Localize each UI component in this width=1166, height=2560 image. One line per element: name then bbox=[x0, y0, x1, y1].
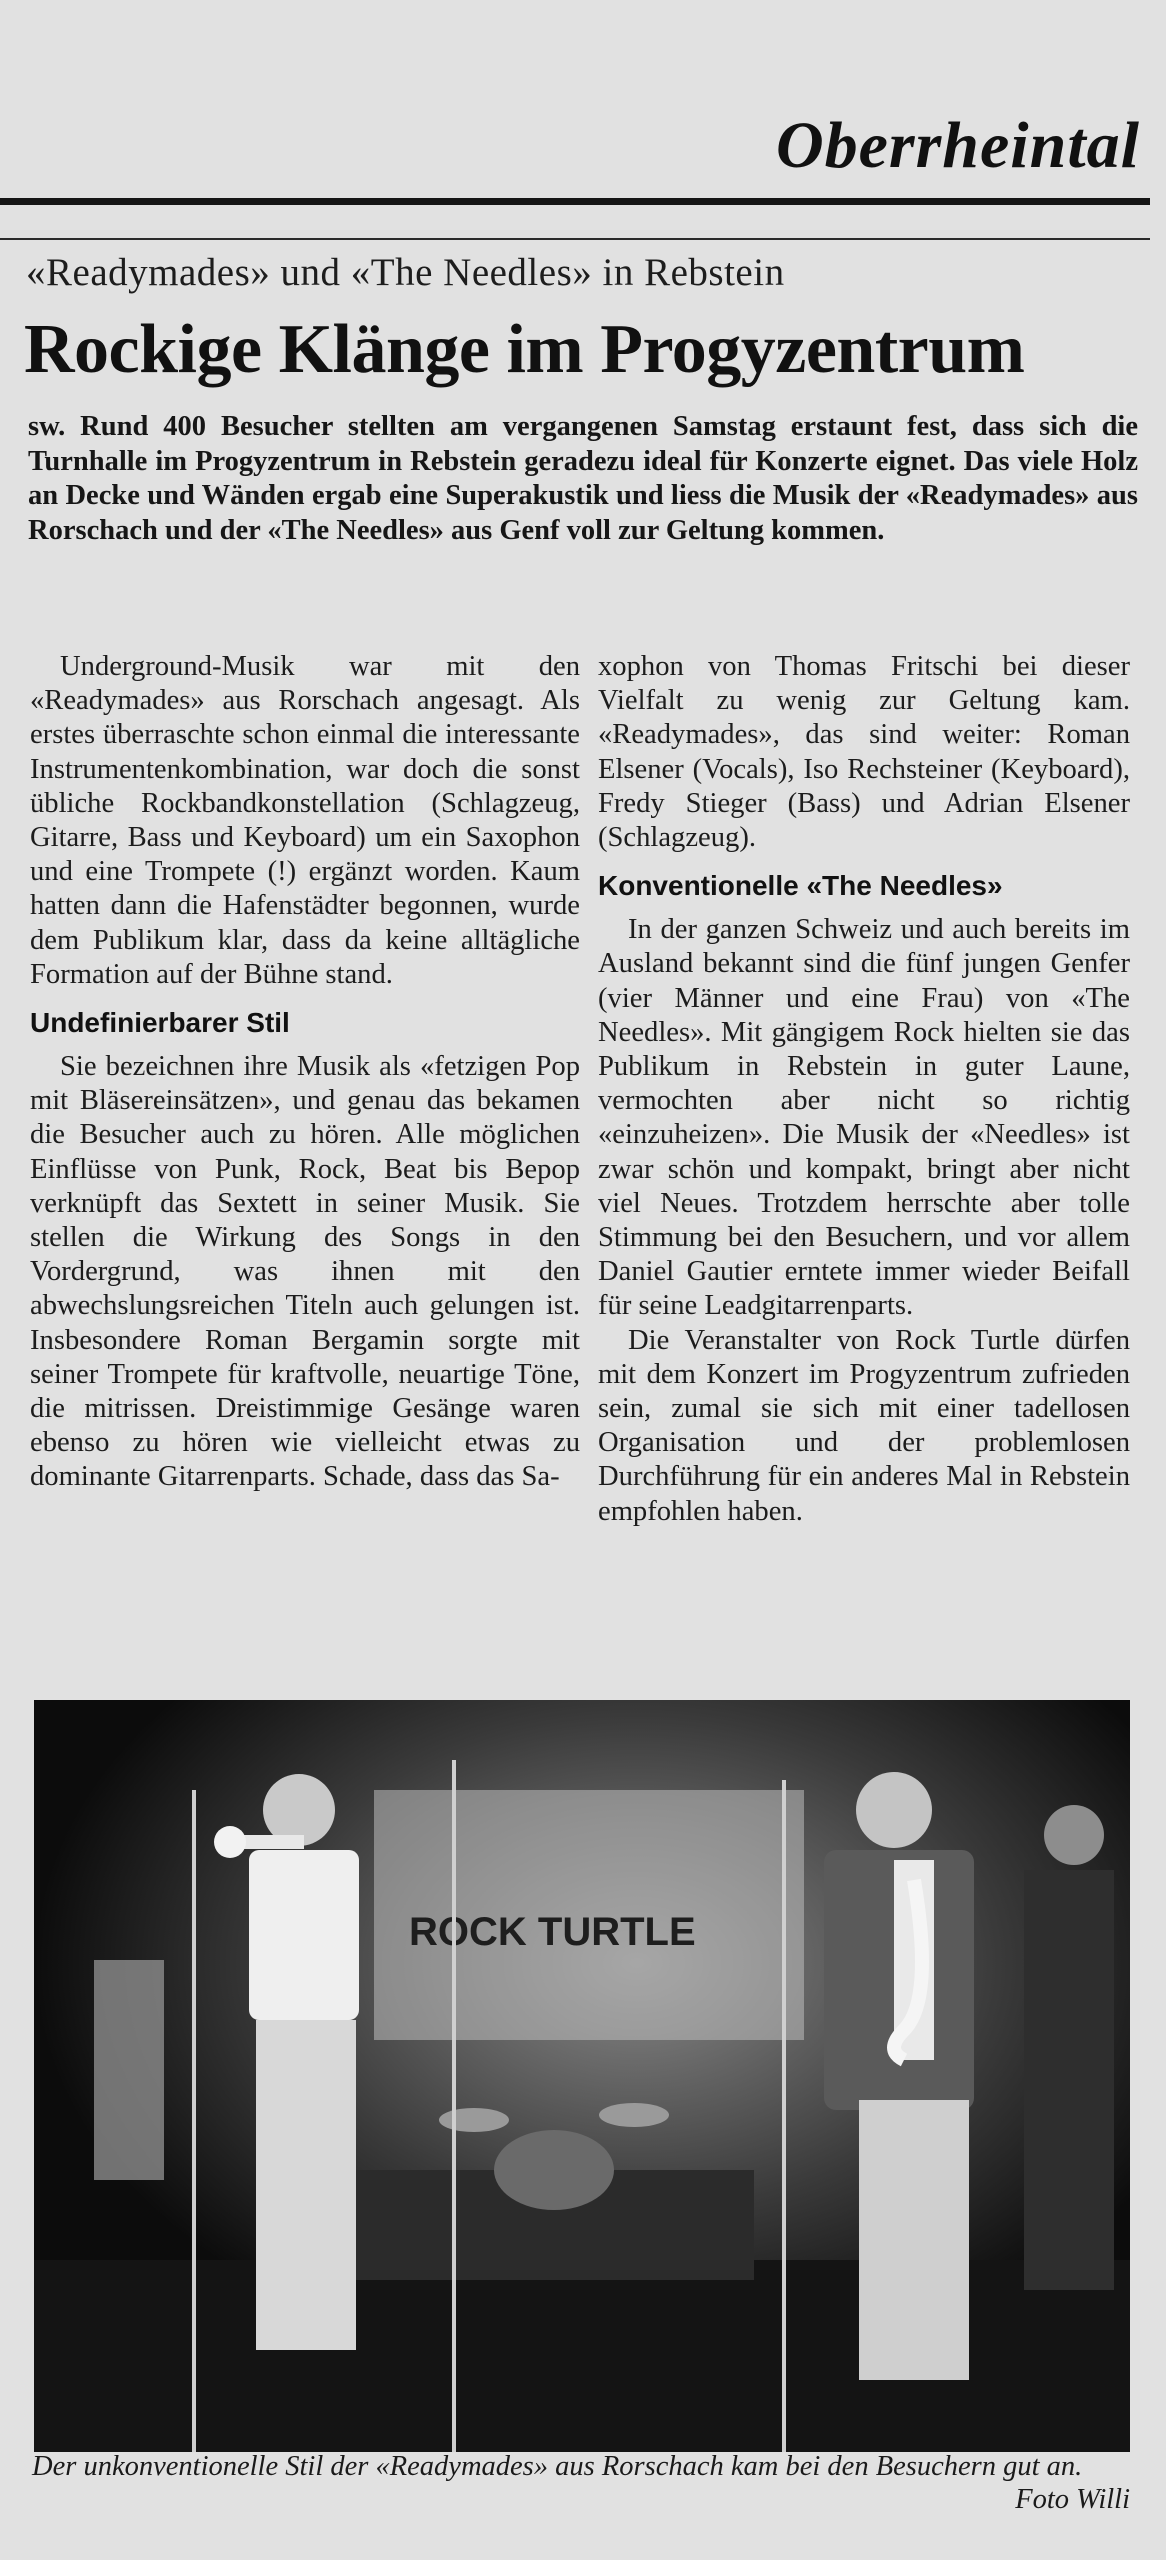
article-kicker: «Readymades» und «The Needles» in Rebstein bbox=[26, 251, 785, 294]
article-column-right bbox=[598, 650, 1130, 1529]
photo-credit: Foto Willi bbox=[1015, 2484, 1130, 2515]
concert-photo-illustration bbox=[34, 1700, 1130, 2452]
article-lead: sw. Rund 400 Besucher stellten am vergangenen Samstag erstaunt fest, dass sich die Turnhalle im Progyzentrum in Rebstein geradezu ideal für Konzerte eignet. Das viele Holz an Decke und Wänden ergab eine Superakustik und liess die Musik der «Readymades» aus Rorschach und der «The Needles» aus Genf voll zur Geltung kommen. bbox=[28, 411, 1138, 546]
paragraph: In der ganzen Schweiz und auch bereits im Ausland bekannt sind die fünf jungen Genfer (vier Männer und eine Frau) von «The Needles». Mit gängigem Rock hielten sie das Publikum in Rebstein in guter Laune, vermochten aber nicht so richtig «einzuheizen». Die Musik der «Needles» ist zwar schön und kompakt, bringt aber nicht viel Neues. Trotzdem herrschte aber tolle Stimmung bei den Besuchern, und vor allem Daniel Gautier erntete immer wieder Beifall für seine Leadgitarrenparts. bbox=[598, 914, 1130, 1322]
subheading: Undefinierbarer Stil bbox=[30, 1007, 290, 1039]
banner-text: ROCK TURTLE bbox=[409, 1910, 696, 1954]
paragraph: Underground-Musik war mit den «Readymades» aus Rorschach angesagt. Als erstes überraschte schon einmal die interessante Instrumentenkombination, war doch die sonst übliche Rockbandkonstellation (Schlagzeug, Gitarre, Bass und Keyboard) um ein Saxophon und eine Trompete (!) ergänzt worden. Kaum hatten dann die Hafenstädter begonnen, wurde dem Publikum klar, dass da keine alltägliche Formation auf der Bühne stand. bbox=[30, 651, 580, 990]
subheading: Konventionelle «The Needles» bbox=[598, 870, 1003, 902]
paragraph: Die Veranstalter von Rock Turtle dürfen mit dem Konzert im Progyzentrum zufrieden sein, zumal sie sich mit einer tadellosen Organisation und der problemlosen Durchführung für ein anderes Mal in Rebstein empfohlen haben. bbox=[598, 1324, 1130, 1527]
photo-caption: Der unkonventionelle Stil der «Readymades» aus Rorschach kam bei den Besuchern gut an. bbox=[32, 2451, 1083, 2482]
paragraph: Sie bezeichnen ihre Musik als «fetzigen Pop mit Bläsereinsätzen», und genau das bekamen die Besucher auch zu hören. Alle möglichen Einflüsse von Punk, Rock, Beat bis Bepop verknüpft das Sextett in seiner Musik. Sie stellen die Wirkung des Songs in den Vordergrund, was ihnen mit den abwechslungsreichen Titeln auch gelungen ist. Insbesondere Roman Bergamin sorgte mit seiner Trompete für kraftvolle, neuartige Töne, die mitrissen. Dreistimmige Gesänge waren ebenso zu hören wie vielleicht etwas zu dominante Gitarrenparts. Schade, dass das Sa- bbox=[30, 1051, 580, 1493]
paragraph: xophon von Thomas Fritschi bei dieser Vielfalt zu wenig zur Geltung kam. «Readymades», das sind weiter: Roman Elsener (Vocals), Iso Rechsteiner (Keyboard), Fredy Stieger (Bass) und Adrian Elsener (Schlagzeug). bbox=[598, 651, 1130, 854]
section-title: Oberrheintal bbox=[775, 109, 1140, 182]
concert-photo bbox=[34, 1700, 1130, 2452]
article-column-left bbox=[30, 650, 580, 1495]
article-rule bbox=[0, 238, 1150, 240]
article-headline: Rockige Klänge im Progyzentrum bbox=[24, 311, 1025, 388]
section-rule bbox=[0, 198, 1150, 205]
